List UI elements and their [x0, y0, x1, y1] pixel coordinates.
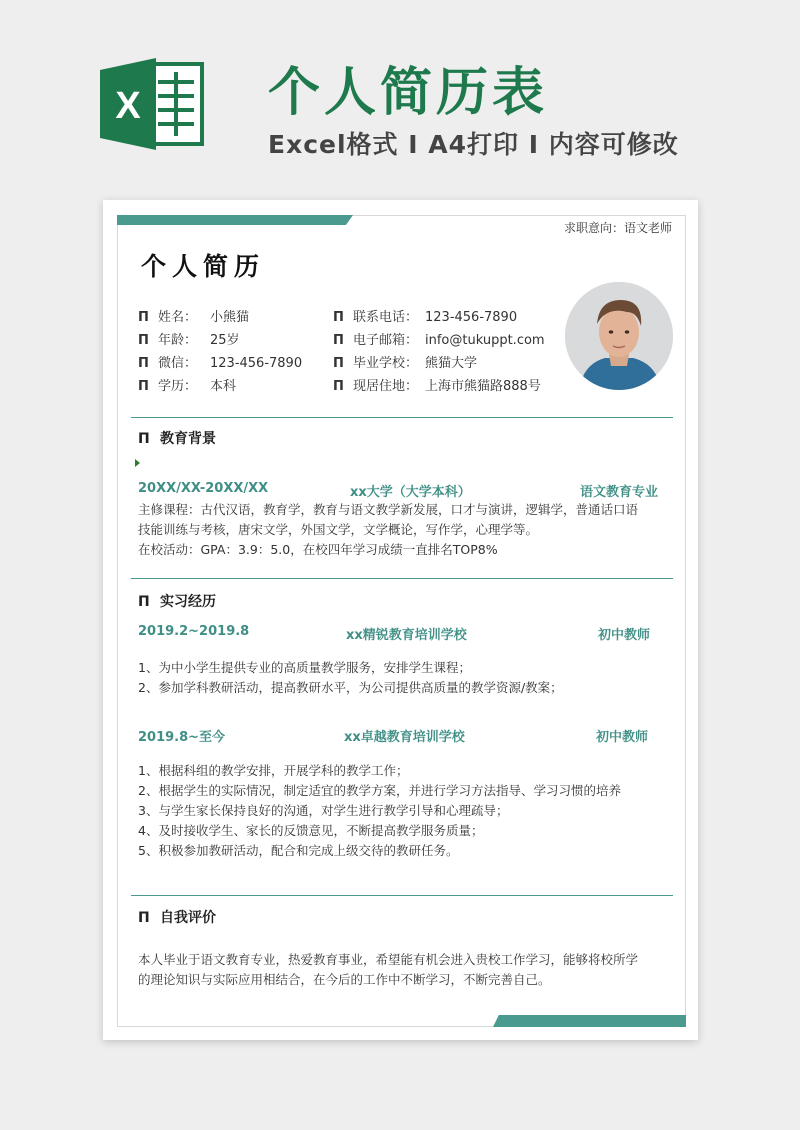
text-line: 技能训练与考核，唐宋文学，外国文学，文学概论，写作学，心理学等。 [138, 522, 539, 537]
bullet-mark: П [333, 333, 344, 348]
info-label: 电子邮箱： [353, 333, 419, 348]
job-duties [138, 658, 668, 698]
resume-sheet [103, 200, 698, 1040]
job-role: 初中教师 [598, 628, 651, 643]
bullet-mark: П [333, 310, 344, 325]
info-value: 123-456-7890 [210, 356, 303, 371]
job-intent: 求职意向：语文老师 [563, 221, 672, 235]
job-period: 2019.2~2019.8 [138, 624, 250, 639]
info-value: 小熊猫 [210, 310, 250, 325]
text-line: 1、为中小学生提供专业的高质量教学服务，安排学生课程； [138, 660, 471, 675]
text-line: 3、与学生家长保持良好的沟通，对学生进行教学引导和心理疏导； [138, 803, 509, 818]
section-internship-title [138, 591, 216, 611]
info-school [333, 352, 477, 371]
job-period: 2019.8~至今 [138, 730, 226, 745]
text-line: 在校活动：GPA：3.9：5.0，在校四年学习成绩一直排名TOP8% [138, 542, 498, 557]
info-value: info@tukuppt.com [425, 333, 545, 348]
bullet-mark: П [138, 910, 150, 926]
excel-logo-icon [100, 58, 208, 150]
info-label: 年龄： [158, 333, 198, 348]
bullet-mark: П [138, 431, 150, 447]
info-age [138, 329, 240, 348]
bullet-mark: П [138, 310, 149, 325]
education-major: 语文教育专业 [580, 485, 659, 500]
education-details [138, 500, 668, 560]
cell-marker-icon [135, 459, 140, 467]
section-label: 教育背景 [160, 431, 216, 447]
excel-logo-letter: X [115, 85, 141, 127]
info-phone [333, 306, 517, 325]
section-divider [131, 578, 673, 579]
info-label: 微信： [158, 356, 198, 371]
job-company: xx卓越教育培训学校 [344, 730, 465, 745]
section-self-eval-title [138, 907, 216, 927]
info-value: 熊猫大学 [425, 356, 478, 371]
bullet-mark: П [138, 356, 149, 371]
info-email [333, 329, 545, 348]
person-icon [565, 282, 673, 390]
info-value: 上海市熊猫路888号 [425, 379, 541, 394]
text-line: 5、积极参加教研活动，配合和完成上级交待的教研任务。 [138, 843, 459, 858]
self-eval-text [138, 950, 668, 990]
text-line: 主修课程：古代汉语，教育学，教育与语文教学新发展，口才与演讲，逻辑学，普通话口语 [138, 502, 639, 517]
text-line: 的理论知识与实际应用相结合，在今后的工作中不断学习，不断完善自己。 [138, 972, 551, 987]
bullet-mark: П [333, 379, 344, 394]
text-line: 本人毕业于语文教育专业，热爱教育事业，希望能有机会进入贵校工作学习，能够将校所学 [138, 952, 639, 967]
section-divider [131, 417, 673, 418]
info-address [333, 375, 541, 394]
info-label: 姓名： [158, 310, 198, 325]
info-value: 25岁 [210, 333, 240, 348]
avatar-photo [565, 282, 673, 390]
info-label: 联系电话： [353, 310, 419, 325]
text-line: 1、根据科组的教学安排，开展学科的教学工作； [138, 763, 409, 778]
accent-bar-bottom [493, 1015, 686, 1027]
page-title: 个人简历表 [268, 63, 549, 123]
info-wechat [138, 352, 302, 371]
info-value: 123-456-7890 [425, 310, 518, 325]
info-label: 毕业学校： [353, 356, 419, 371]
accent-bar-top [117, 215, 353, 225]
info-value: 本科 [210, 379, 237, 394]
info-label: 学历： [158, 379, 198, 394]
education-school: xx大学（大学本科） [350, 485, 471, 500]
section-label: 自我评价 [160, 910, 216, 926]
bullet-mark: П [138, 594, 150, 610]
page-subtitle: Excel格式 I A4打印 I 内容可修改 [268, 130, 679, 159]
info-name [138, 306, 249, 325]
bullet-mark: П [138, 379, 149, 394]
section-divider [131, 895, 673, 896]
text-line: 2、根据学生的实际情况，制定适宜的教学方案，并进行学习方法指导、学习习惯的培养 [138, 783, 621, 798]
job-company: xx精锐教育培训学校 [346, 628, 467, 643]
bullet-mark: П [138, 333, 149, 348]
text-line: 4、及时接收学生、家长的反馈意见，不断提高教学服务质量； [138, 823, 484, 838]
bullet-mark: П [333, 356, 344, 371]
section-education-title [138, 428, 216, 448]
section-label: 实习经历 [160, 594, 216, 610]
job-duties [138, 761, 668, 861]
resume-title: 个人简历 [141, 252, 266, 281]
info-label: 现居住地： [353, 379, 419, 394]
job-role: 初中教师 [596, 730, 649, 745]
info-degree [138, 375, 236, 394]
education-period: 20XX/XX-20XX/XX [138, 481, 269, 496]
text-line: 2、参加学科教研活动，提高教研水平，为公司提供高质量的教学资源/教案； [138, 680, 563, 695]
